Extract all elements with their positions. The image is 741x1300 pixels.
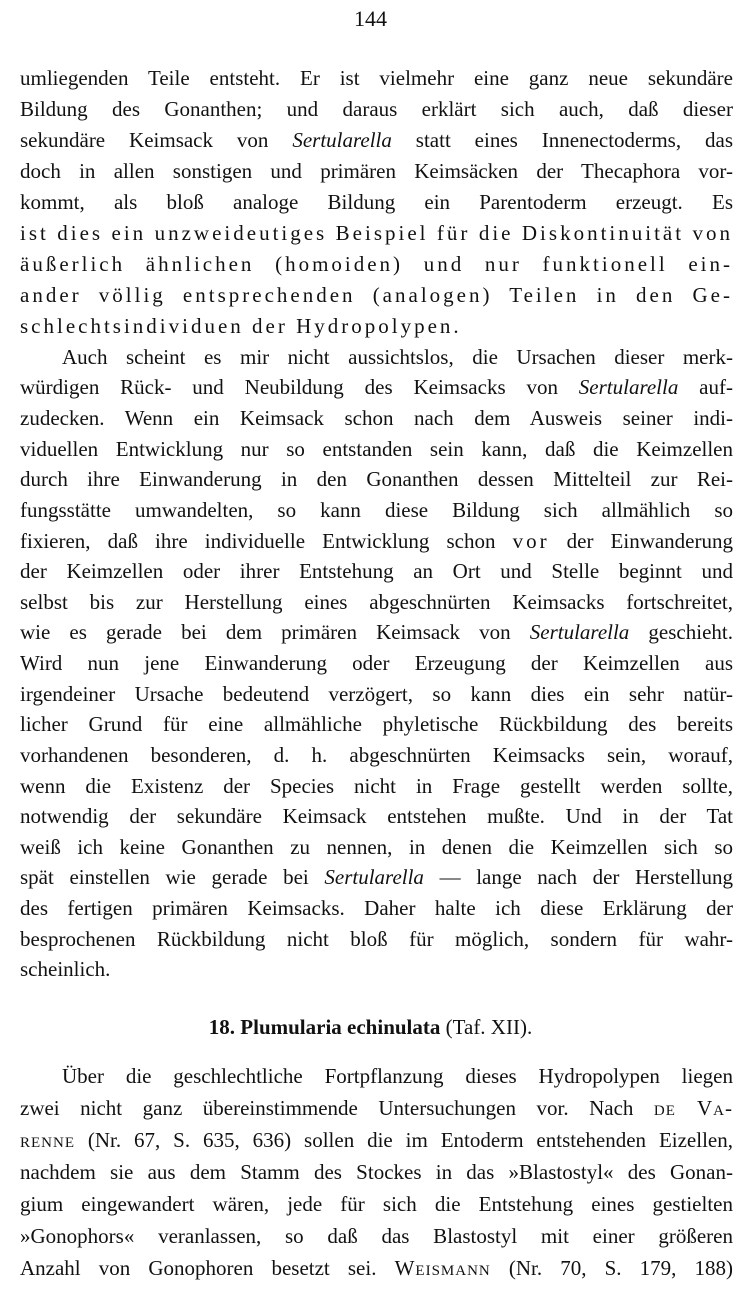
text-run: zwei nicht ganz übereinstimmende Untersuchungen vor. Nach bbox=[20, 1096, 654, 1120]
emphasis-spaced: vor bbox=[512, 529, 550, 553]
text-line: Wird nun jene Einwanderung oder Erzeugung der Keimzellen aus bbox=[20, 651, 733, 675]
text-line: nachdem sie aus dem Stamm des Stockes in das »Blastostyl« des Gonan- bbox=[20, 1160, 733, 1184]
text-line bbox=[20, 1253, 733, 1283]
text-line: »Gonophors« veranlassen, so daß das Blastostyl mit einer größeren bbox=[20, 1224, 733, 1248]
text-line: Über die geschlechtliche Fortpflanzung dieses Hydropolypen liegen bbox=[62, 1064, 733, 1088]
text-line: scheinlich. bbox=[20, 957, 111, 981]
text-run: sekundäre Keimsack von bbox=[20, 128, 293, 152]
section-title: Plumularia echinulata bbox=[240, 1015, 441, 1039]
text-run: spät einstellen wie gerade bei bbox=[20, 865, 325, 889]
text-line: notwendig der sekundäre Keimsack entstehen mußte. Und in der Tat bbox=[20, 804, 733, 828]
text-line bbox=[20, 1093, 733, 1123]
text-line: kommt, als bloß analoge Bildung ein Parentoderm erzeugt. Es bbox=[20, 190, 733, 214]
text-line bbox=[20, 125, 733, 155]
text-line: doch in allen sonstigen und primären Keimsäcken der Thecaphora vor- bbox=[20, 159, 733, 183]
text-line: Auch scheint es mir nicht aussichtslos, die Ursachen dieser merk- bbox=[62, 345, 733, 369]
text-line: weiß ich keine Gonanthen zu nennen, in denen die Keimzellen sich so bbox=[20, 835, 733, 859]
text-line: wenn die Existenz der Species nicht in Frage gestellt werden sollte, bbox=[20, 774, 733, 798]
text-line bbox=[20, 617, 733, 647]
text-run: würdigen Rück- und Neubildung des Keimsacks von bbox=[20, 375, 579, 399]
text-line: der Keimzellen oder ihrer Entstehung an Ort und Stelle beginnt und bbox=[20, 559, 733, 583]
text-line: Bildung des Gonanthen; und daraus erklärt sich auch, daß dieser bbox=[20, 97, 733, 121]
text-run: (Nr. 67, S. 635, 636) sollen die im Entoderm entstehenden Eizellen, bbox=[75, 1128, 733, 1152]
text-line bbox=[20, 372, 733, 402]
species-name: Sertularella bbox=[324, 865, 424, 889]
text-line-spaced: äußerlich ähnlichen (homoiden) und nur funktionell ein- bbox=[20, 252, 733, 276]
text-line-spaced: schlechtsindividuen der Hydropolypen. bbox=[20, 314, 462, 338]
species-name: Sertularella bbox=[292, 128, 392, 152]
text-run: statt eines Innenectoderms, das bbox=[391, 128, 733, 152]
text-line bbox=[20, 862, 733, 892]
text-run: geschieht. bbox=[629, 620, 733, 644]
author-name: renne bbox=[20, 1128, 75, 1152]
species-name: Sertularella bbox=[529, 620, 630, 644]
text-run: fixieren, daß ihre individuelle Entwicklung schon bbox=[20, 529, 513, 553]
text-line: selbst bis zur Herstellung eines abgeschnürten Keimsacks fortschreitet, bbox=[20, 590, 733, 614]
author-name: Weismann bbox=[394, 1256, 491, 1280]
text-line bbox=[20, 1125, 733, 1155]
text-line bbox=[20, 526, 733, 556]
text-line: irgendeiner Ursache bedeutend verzögert, so kann dies ein sehr natür- bbox=[20, 682, 733, 706]
text-line: vorhandenen besonderen, d. h. abgeschnürten Keimsacks sein, worauf, bbox=[20, 743, 733, 767]
text-line: gium eingewandert wären, jede für sich die Entstehung eines gestielten bbox=[20, 1192, 733, 1216]
text-run: Anzahl von Gonophoren besetzt sei. bbox=[20, 1256, 395, 1280]
text-line: viduellen Entwicklung nur so entstanden sein kann, daß die Keimzellen bbox=[20, 437, 733, 461]
text-line: durch ihre Einwanderung in den Gonanthen dessen Mittelteil zur Rei- bbox=[20, 467, 733, 491]
text-run: der Einwanderung bbox=[549, 529, 733, 553]
text-line: umliegenden Teile entsteht. Er ist vielmehr eine ganz neue sekundäre bbox=[20, 66, 733, 90]
text-line: licher Grund für eine allmähliche phyletische Rückbildung des bereits bbox=[20, 712, 733, 736]
author-name: de Va- bbox=[653, 1096, 733, 1120]
section-heading bbox=[0, 1012, 741, 1042]
text-line: fungsstätte umwandelten, so kann diese Bildung sich allmählich so bbox=[20, 498, 733, 522]
text-line-spaced: ist dies ein unzweideutiges Beispiel für die Diskontinuität von bbox=[20, 221, 733, 245]
text-run: (Nr. 70, S. 179, 188) bbox=[490, 1256, 733, 1280]
text-line: besprochenen Rückbildung nicht bloß für möglich, sondern für wahr- bbox=[20, 927, 733, 951]
text-line: zudecken. Wenn ein Keimsack schon nach dem Ausweis seiner indi- bbox=[20, 406, 733, 430]
text-run: wie es gerade bei dem primären Keimsack von bbox=[20, 620, 530, 644]
text-run: — lange nach der Herstellung bbox=[423, 865, 733, 889]
plate-reference: (Taf. XII). bbox=[445, 1015, 533, 1039]
page-number: 144 bbox=[354, 6, 387, 31]
section-number: 18. bbox=[208, 1015, 236, 1039]
species-name: Sertularella bbox=[578, 375, 679, 399]
text-line: des fertigen primären Keimsacks. Daher halte ich diese Erklärung der bbox=[20, 896, 733, 920]
text-run: auf- bbox=[678, 375, 733, 399]
text-line-spaced: ander völlig entsprechenden (analogen) Teilen in den Ge- bbox=[20, 283, 733, 307]
